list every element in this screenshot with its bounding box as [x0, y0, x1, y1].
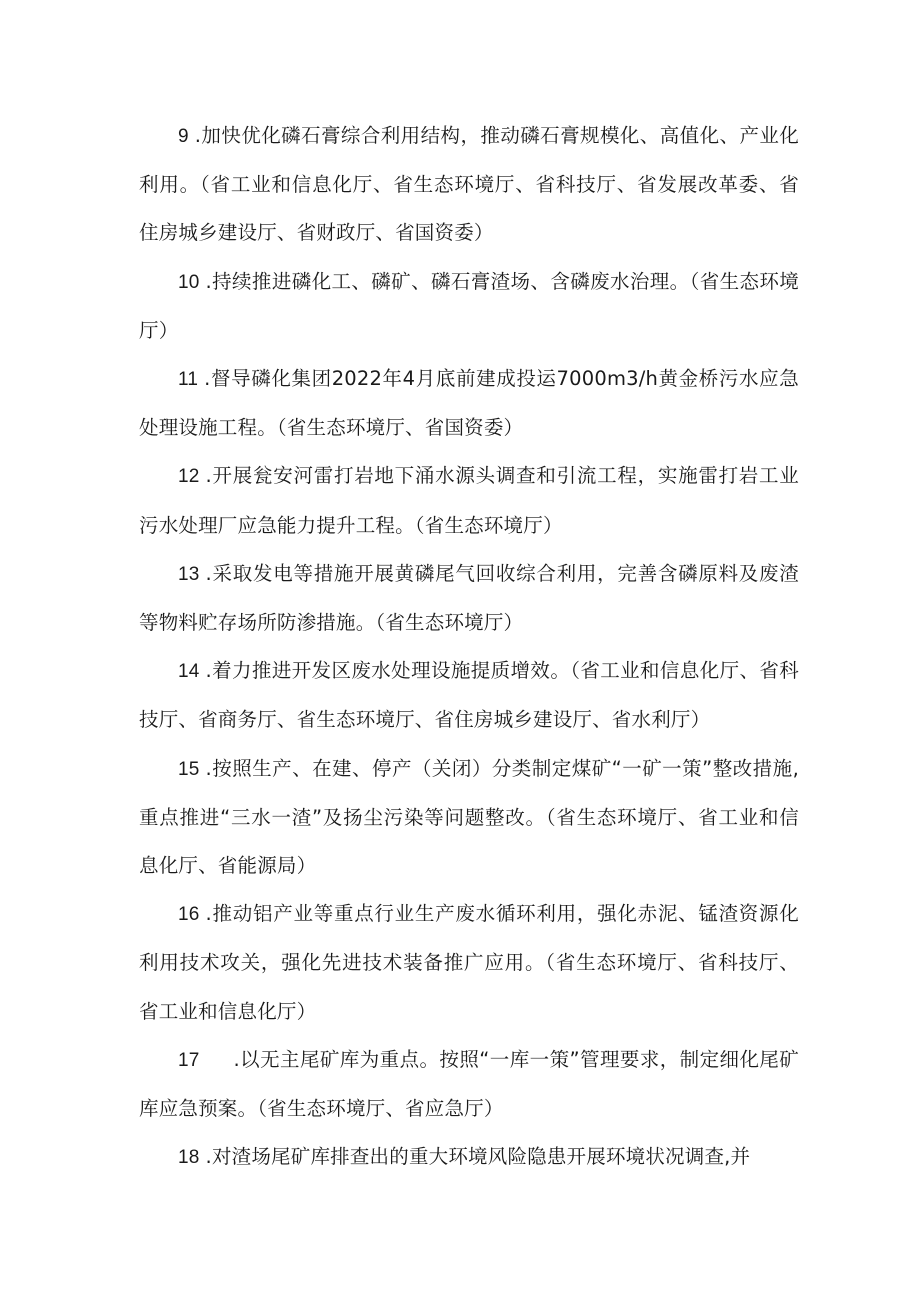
item-number: 12	[178, 466, 200, 488]
item-text: .采取发电等措施开展黄磷尾气回收综合利用，完善含磷原料及废渣等物料贮存场所防渗措施。（省生态环境厅）	[139, 561, 799, 635]
list-item-18	[139, 1133, 799, 1182]
item-text: .持续推进磷化工、磷矿、磷石膏渣场、含磷废水治理。（省生态环境厅）	[139, 269, 799, 342]
list-item-15	[139, 745, 799, 891]
list-item-16	[139, 890, 799, 1036]
item-text: .推动铝产业等重点行业生产废水循环利用，强化赤泥、锰渣资源化利用技术攻关，强化先进技术装备推广应用。（省生态环境厅、省科技厅、省工业和信息化厅）	[139, 902, 799, 1023]
item-number: 10	[178, 271, 200, 293]
item-number: 9	[178, 126, 189, 147]
list-item-9	[139, 112, 799, 258]
item-text: .加快优化磷石膏综合利用结构，推动磷石膏规模化、高值化、产业化利用。（省工业和信息化厅、省生态环境厅、省科技厅、省发展改革委、省住房城乡建设厅、省财政厅、省国资委）	[139, 124, 799, 245]
item-text: .按照生产、在建、停产（关闭）分类制定煤矿“一矿一策”整改措施,重点推进“三水一渣”及扬尘污染等问题整改。（省生态环境厅、省工业和信息化厅、省能源局）	[139, 756, 799, 878]
item-number: 15	[178, 758, 200, 780]
item-number: 14	[178, 661, 200, 683]
list-item-12	[139, 452, 799, 549]
document-body	[139, 112, 799, 1182]
item-text: .以无主尾矿库为重点。按照“一库一策”管理要求，制定细化尾矿库应急预案。（省生态环境厅、省应急厅）	[139, 1047, 799, 1121]
item-number: 11	[178, 369, 199, 391]
item-text: .开展瓮安河雷打岩地下涌水源头调查和引流工程，实施雷打岩工业污水处理厂应急能力提升工程。（省生态环境厅）	[139, 464, 799, 537]
item-number: 13	[178, 563, 200, 585]
list-item-17	[139, 1036, 799, 1133]
item-text: .督导磷化集团2022年4月底前建成投运7000m3/h黄金桥污水应急处理设施工程。（省生态环境厅、省国资委）	[139, 367, 799, 440]
list-item-11	[139, 355, 799, 452]
item-text: .着力推进开发区废水处理设施提质增效。（省工业和信息化厅、省科技厅、省商务厅、省生态环境厅、省住房城乡建设厅、省水利厅）	[139, 659, 799, 732]
list-item-10	[139, 258, 799, 355]
list-item-14	[139, 647, 799, 744]
item-number: 18	[178, 1147, 200, 1169]
list-item-13	[139, 550, 799, 647]
item-number: 17	[178, 1049, 200, 1071]
item-text: .对渣场尾矿库排查出的重大环境风险隐患开展环境状况调查,并	[205, 1145, 751, 1169]
item-number: 16	[178, 904, 200, 926]
